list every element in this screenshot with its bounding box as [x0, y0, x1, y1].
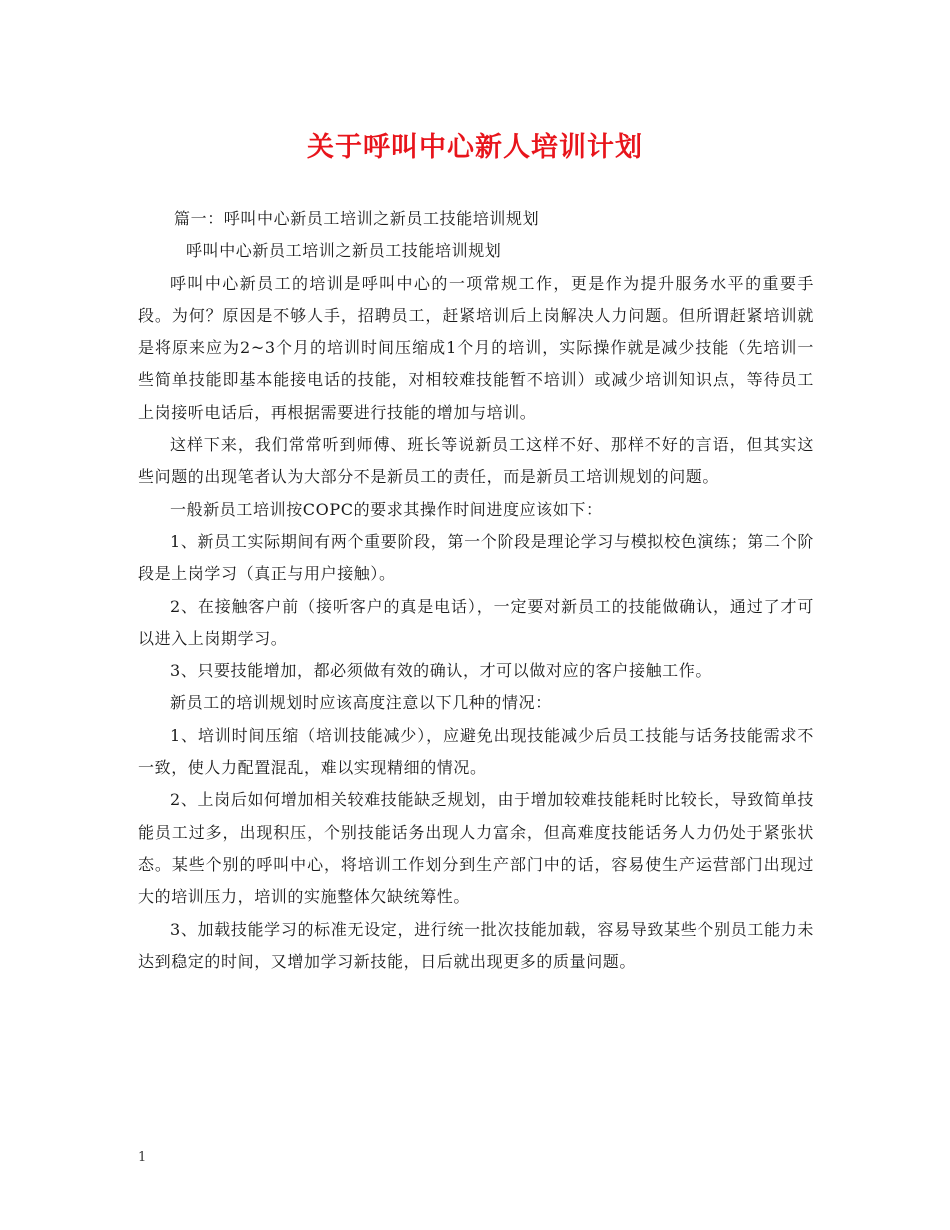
- paragraph: 这样下来，我们常常听到师傅、班长等说新员工这样不好、那样不好的言语，但其实这些问题的出现笔者认为大部分不是新员工的责任，而是新员工培训规划的问题。: [138, 435, 814, 487]
- document-body: [138, 203, 814, 978]
- paragraph: 新员工的培训规划时应该高度注意以下几种的情况：: [170, 693, 552, 713]
- paragraph: 3、只要技能增加，都必须做有效的确认，才可以做对应的客户接触工作。: [170, 661, 712, 681]
- paragraph: 呼叫中心新员工的培训是呼叫中心的一项常规工作，更是作为提升服务水平的重要手段。为何？原因是不够人手，招聘员工，赶紧培训后上岗解决人力问题。但所谓赶紧培训就是将原来应为2~3个月的培训时间压缩成1个月的培训，实际操作就是减少技能（先培训一些简单技能即基本能接电话的技能，对相较难技能暂不培训）或减少培训知识点，等待员工上岗接听电话后，再根据需要进行技能的增加与培训。: [138, 273, 814, 422]
- paragraph: 1、新员工实际期间有两个重要阶段，第一个阶段是理论学习与模拟校色演练；第二个阶段是上岗学习（真正与用户接触）。: [138, 531, 814, 584]
- paragraph: 3、加载技能学习的标准无设定，进行统一批次技能加载，容易导致某些个别员工能力未达到稳定的时间，又增加学习新技能，日后就出现更多的质量问题。: [138, 919, 814, 971]
- paragraph: 2、在接触客户前（接听客户的真是电话），一定要对新员工的技能做确认，通过了才可以进入上岗期学习。: [138, 596, 814, 648]
- paragraph: 1、培训时间压缩（培训技能减少），应避免出现技能减少后员工技能与话务技能需求不一致，使人力配置混乱，难以实现精细的情况。: [138, 725, 814, 778]
- paragraph: 一般新员工培训按COPC的要求其操作时间进度应该如下：: [170, 499, 603, 519]
- section-heading: 篇一：呼叫中心新员工培训之新员工技能培训规划: [174, 209, 540, 228]
- document-title: 关于呼叫中心新人培训计划: [307, 132, 643, 163]
- section-subheading: 呼叫中心新员工培训之新员工技能培训规划: [186, 241, 502, 261]
- paragraph: 2、上岗后如何增加相关较难技能缺乏规划，由于增加较难技能耗时比较长，导致简单技能员工过多，出现积压，个别技能话务出现人力富余，但高难度技能话务人力仍处于紧张状态。某些个别的呼叫中心，将培训工作划分到生产部门中的话，容易使生产运营部门出现过大的培训压力，培训的实施整体欠缺统筹性。: [138, 790, 814, 907]
- page-number: 1: [138, 1150, 147, 1165]
